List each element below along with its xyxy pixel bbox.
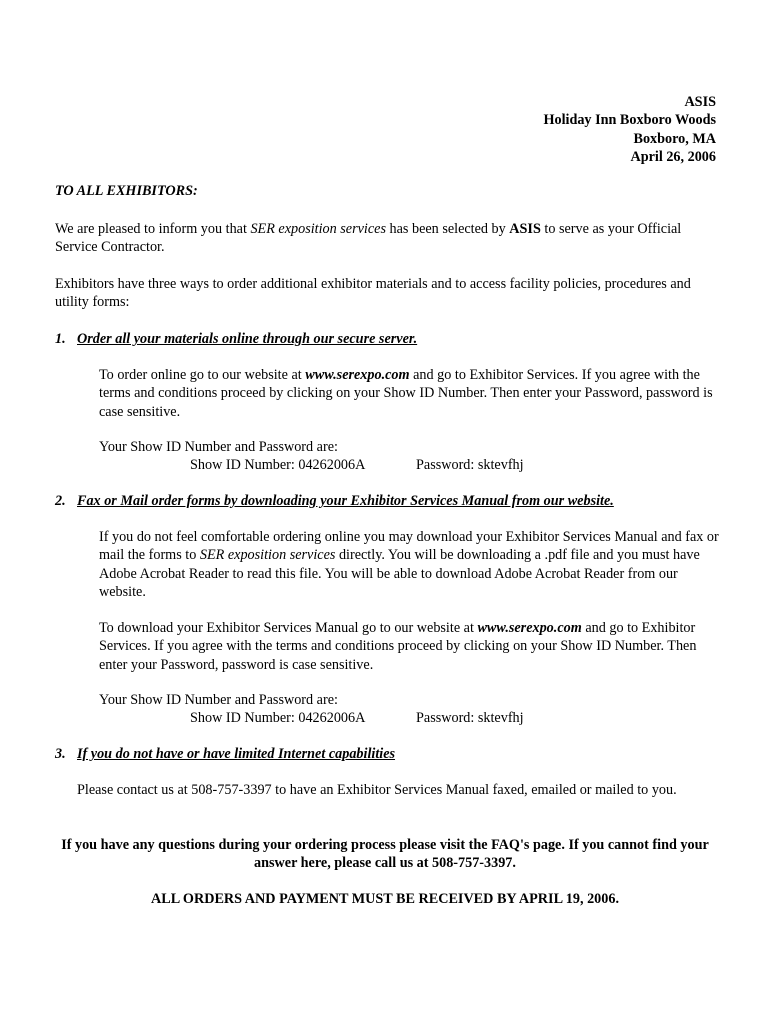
deadline-notice: ALL ORDERS AND PAYMENT MUST BE RECEIVED BY APRIL 19, 2006. [150,891,619,907]
section-1-text-a: To order online go to our website at [99,367,306,383]
section-2-cred-row [99,709,724,727]
section-2-credentials [99,691,724,728]
section-1-heading [55,330,417,348]
section-3-number: 3. [55,746,66,762]
section-2-password: Password: sktevfhj [416,710,524,727]
section-1-cred-row [99,456,724,474]
section-1-credentials [99,438,724,475]
section-2-show-id: Show ID Number: 04262006A [190,710,366,727]
section-1-password: Password: sktevfhj [416,457,524,474]
intro-text-3: to serve as your Official Service Contractor. [55,221,682,256]
section-2-title: Fax or Mail order forms by downloading your Exhibitor Services Manual from our website. [77,493,614,509]
section-2-text-d: and go to Exhibitor Services. If you agree with the terms and conditions proceed by clicking on your Show ID Number. Then enter your Password, password is case sensitive. [99,620,697,673]
section-2-heading [55,492,614,510]
header-venue: Holiday Inn Boxboro Woods [543,112,716,129]
questions-notice: If you have any questions during your ordering process please visit the FAQ's page. If you cannot find your answer here, please call us at 508-757-3397. [61,837,709,872]
intro-text-2: has been selected by [385,221,510,237]
header-date: April 26, 2006 [630,149,716,166]
section-2-ser-name: SER exposition services [199,547,336,564]
header-location: Boxboro, MA [633,130,716,147]
section-1-show-id: Show ID Number: 04262006A [190,457,366,474]
section-2-paragraph-1 [99,528,724,602]
section-1-cred-label: Your Show ID Number and Password are: [99,439,338,455]
section-2-number: 2. [55,493,66,509]
header-organization: ASIS [684,94,716,110]
intro-asis: ASIS [509,221,541,237]
intro-ser-name: SER exposition services [250,221,386,237]
section-2-text-b: directly. You will be downloading a .pdf file and you must have Adobe Acrobat Reader to read this file. You will be able to download Adobe Acrobat Reader from our website. [99,547,700,601]
section-1-title: Order all your materials online through our secure server. [77,331,418,347]
section-2-text-c: To download your Exhibitor Services Manual go to our website at [99,620,478,636]
section-1-text-b: and go to Exhibitor Services. If you agree with the terms and conditions proceed by clicking on your Show ID Number. Then enter your Password, password is case sensitive. [99,367,713,420]
intro-paragraph [55,220,720,257]
section-2-website-link[interactable]: www.serexpo.com [477,620,582,636]
section-1-website-link[interactable]: www.serexpo.com [305,367,410,383]
section-2-paragraph-2 [99,619,724,674]
section-1-paragraph [99,366,724,421]
letter-header [543,93,716,167]
ways-paragraph: Exhibitors have three ways to order additional exhibitor materials and to access facility policies, procedures and utility forms: [55,276,691,311]
section-2-cred-label: Your Show ID Number and Password are: [99,692,338,708]
section-3-heading [55,745,395,763]
section-1-number: 1. [55,331,66,347]
salutation: TO ALL EXHIBITORS: [55,183,198,199]
intro-text-1: We are pleased to inform you that [55,221,251,237]
section-2-text-a: If you do not feel comfortable ordering online you may download your Exhibitor Services Manual and fax or mail the forms to [99,529,719,564]
section-3-title: If you do not have or have limited Internet capabilities [77,746,396,762]
section-3-paragraph: Please contact us at 508-757-3397 to have an Exhibitor Services Manual faxed, emailed or mailed to you. [77,782,677,798]
